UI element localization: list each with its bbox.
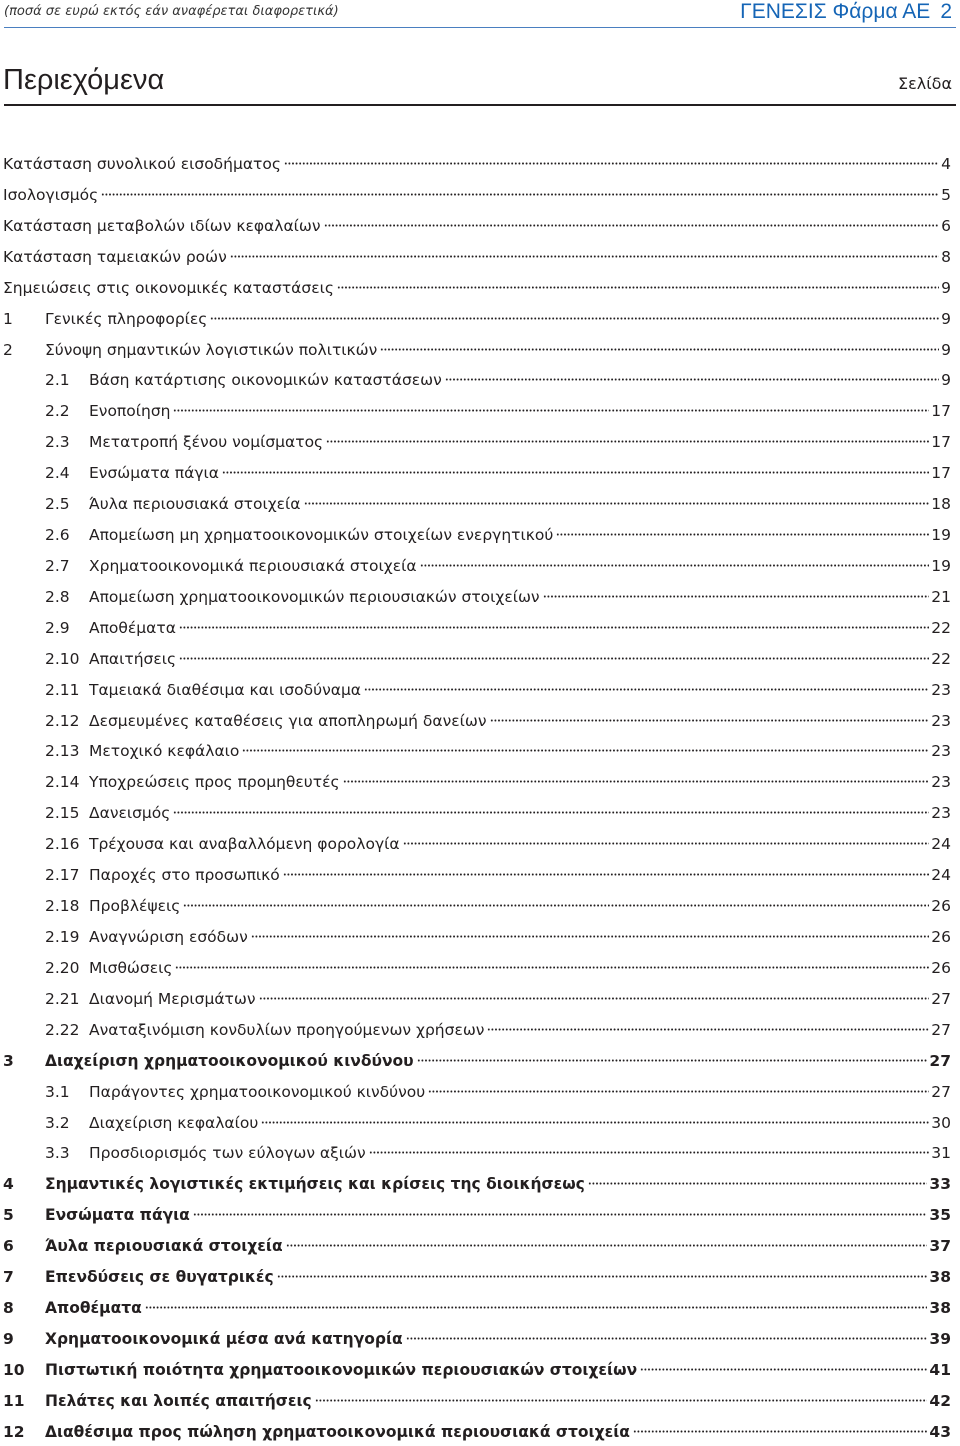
toc-entry-page: 9: [941, 340, 951, 359]
toc-entry-number: 2.4: [45, 464, 70, 483]
toc-entry-number: 2.6: [45, 526, 70, 545]
toc-entry[interactable]: [45, 951, 951, 977]
toc-entry-page: 4: [941, 155, 951, 173]
dot-leader: [283, 858, 929, 880]
toc-entry-page: 38: [929, 1268, 951, 1287]
toc-entry-page: 27: [931, 1082, 951, 1101]
dot-leader: [417, 1044, 928, 1066]
toc-entry-page: 19: [931, 526, 951, 545]
toc-entry-page: 35: [929, 1206, 951, 1225]
toc-entry-title: Βάση κατάρτισης οικονομικών καταστάσεων: [89, 371, 442, 390]
company-name: ΓΕΝΕΣΙΣ Φάρμα ΑΕ: [740, 0, 931, 23]
header-company-name: [740, 0, 952, 24]
toc-entry[interactable]: [3, 1322, 951, 1348]
toc-entry[interactable]: [45, 827, 951, 854]
toc-entry-number: 11: [3, 1391, 25, 1410]
toc-entry-number: 2.13: [45, 742, 80, 761]
toc-entry-title: Προβλέψεις: [89, 897, 181, 916]
toc-entry-title: Διαθέσιμα προς πώληση χρηματοοικονομικά περιουσιακά στοιχεία: [45, 1422, 630, 1441]
toc-entry-title: Κατάσταση συνολικού εισοδήματος: [3, 155, 281, 173]
toc-entry[interactable]: [45, 673, 951, 699]
toc-entry-title: Δεσμευμένες καταθέσεις για αποπληρωμή δανείων: [89, 711, 487, 730]
toc-entry-page: 18: [931, 495, 951, 514]
toc-entry-title: Ενοποίηση: [89, 402, 171, 421]
dot-leader: [543, 580, 930, 602]
toc-entry-page: 27: [931, 989, 951, 1008]
toc-entry-number: 2.21: [45, 989, 80, 1008]
toc-entry[interactable]: [3, 1167, 951, 1194]
toc-entry[interactable]: [45, 704, 951, 730]
toc-entry[interactable]: [3, 1291, 951, 1318]
toc-entry-number: 3.2: [45, 1113, 70, 1132]
toc-entry-title: Παροχές στο προσωπικό: [89, 866, 280, 885]
toc-entry[interactable]: [45, 642, 951, 668]
toc-entry-title: Διαχείριση χρηματοοικονομικού κινδύνου: [45, 1051, 414, 1070]
toc-entry[interactable]: [3, 1384, 951, 1410]
toc-entry-page: 22: [931, 618, 951, 637]
toc-entry-number: 5: [3, 1206, 14, 1225]
toc-entry[interactable]: [45, 549, 951, 575]
toc-entry-page: 23: [931, 742, 951, 761]
toc-entry-title: Τρέχουσα και αναβαλλόμενη φορολογία: [89, 835, 400, 854]
page-column-label: Σελίδα: [898, 74, 952, 93]
toc-entry-title: Κατάσταση μεταβολών ιδίων κεφαλαίων: [3, 216, 321, 235]
dot-leader: [101, 178, 939, 200]
dot-leader: [633, 1415, 928, 1437]
toc-entry[interactable]: [45, 611, 951, 637]
dot-leader: [284, 147, 939, 169]
dot-leader: [230, 240, 939, 262]
toc-entry[interactable]: [45, 394, 951, 421]
toc-entry[interactable]: [45, 456, 951, 483]
toc-entry-title: Ταμειακά διαθέσιμα και ισοδύναμα: [89, 680, 362, 699]
toc-entry-number: 3.1: [45, 1082, 70, 1101]
toc-entry-title: Γενικές πληροφορίες: [45, 309, 208, 328]
toc-entry[interactable]: [45, 425, 951, 452]
toc-entry-number: 2.9: [45, 618, 70, 637]
toc-entry-number: 2.11: [45, 680, 80, 699]
header-divider: [4, 27, 956, 28]
dot-leader: [286, 1229, 928, 1251]
toc-entry-title: Αναταξινόμιση κονδυλίων προηγούμενων χρήσεων: [89, 1020, 485, 1039]
dot-leader: [304, 487, 930, 509]
toc-entry-page: 23: [931, 680, 951, 699]
toc-entry-title: Αποθέματα: [45, 1299, 142, 1318]
toc-entry-number: 7: [3, 1268, 14, 1287]
dot-leader: [261, 1106, 929, 1128]
toc-entry-page: 27: [931, 1020, 951, 1039]
toc-entry-number: 6: [3, 1237, 14, 1256]
toc-entry-page: 17: [931, 433, 951, 452]
toc-entry-title: Πιστωτική ποιότητα χρηματοοικονομικών περιουσιακών στοιχείων: [45, 1360, 638, 1379]
toc-entry[interactable]: [45, 796, 951, 823]
toc-entry[interactable]: [45, 765, 951, 792]
toc-entry[interactable]: [3, 1260, 951, 1287]
dot-leader: [259, 982, 930, 1004]
toc-entry-number: 8: [3, 1299, 14, 1318]
toc-entry[interactable]: [3, 271, 951, 297]
toc-entry[interactable]: [45, 920, 951, 946]
dot-leader: [428, 1075, 929, 1097]
toc-entry-title: Απομείωση χρηματοοικονομικών περιουσιακών στοιχείων: [89, 587, 540, 606]
toc-entry[interactable]: [45, 734, 951, 761]
toc-entry-number: 2: [3, 340, 13, 359]
toc-entry-page: 5: [941, 185, 951, 204]
toc-entry[interactable]: [45, 363, 951, 390]
dot-leader: [406, 1322, 928, 1344]
dot-leader: [640, 1353, 927, 1375]
toc-entry-number: 1: [3, 309, 13, 328]
toc-entry-number: 3.3: [45, 1144, 70, 1163]
toc-entry-number: 2.3: [45, 433, 70, 452]
toc-entry-number: 2.20: [45, 958, 80, 977]
toc-entry-number: 12: [3, 1422, 25, 1441]
toc-entry-title: Απομείωση μη χρηματοοικονομικών στοιχείων ενεργητικού: [89, 526, 554, 545]
toc-entry-title: Ισολογισμός: [3, 185, 99, 204]
toc-entry-page: 33: [929, 1175, 951, 1194]
toc-entry-page: 39: [929, 1329, 951, 1348]
toc-entry-title: Επενδύσεις σε θυγατρικές: [45, 1268, 274, 1287]
toc-entry[interactable]: [45, 858, 951, 885]
toc-entry[interactable]: [45, 518, 951, 545]
toc-entry-title: Απαιτήσεις: [89, 649, 177, 668]
toc-entry-title: Σημειώσεις στις οικονομικές καταστάσεις: [3, 278, 334, 297]
dot-leader: [242, 734, 929, 756]
toc-entry-page: 17: [931, 464, 951, 483]
dot-leader: [420, 549, 930, 571]
toc-entry-number: 2.2: [45, 402, 70, 421]
dot-leader: [193, 1198, 928, 1220]
toc-entry-number: 4: [3, 1175, 14, 1194]
dot-leader: [183, 889, 929, 911]
toc-entry[interactable]: [3, 209, 951, 235]
toc-entry[interactable]: [45, 580, 951, 606]
toc-entry-page: 6: [941, 216, 951, 235]
toc-entry[interactable]: [3, 302, 951, 328]
dot-leader: [179, 642, 929, 664]
dot-leader: [490, 704, 930, 726]
toc-entry[interactable]: [45, 1013, 951, 1039]
header-page-number: 2: [940, 0, 952, 23]
toc-entry-page: 37: [929, 1237, 951, 1256]
toc-entry-title: Αποθέματα: [89, 618, 176, 637]
toc-entry-title: Ενσώματα πάγια: [45, 1206, 190, 1225]
dot-leader: [403, 827, 930, 849]
dot-leader: [556, 518, 929, 540]
title-divider: [4, 104, 956, 106]
dot-leader: [173, 796, 929, 818]
toc-entry-page: 43: [929, 1422, 951, 1441]
toc-entry-number: 2.12: [45, 711, 80, 730]
dot-leader: [369, 1136, 930, 1158]
dot-leader: [343, 765, 930, 787]
toc-entry-title: Παράγοντες χρηματοοικονομικού κινδύνου: [89, 1082, 426, 1101]
toc-entry[interactable]: [45, 1106, 951, 1132]
toc-entry[interactable]: [45, 1075, 951, 1101]
dot-leader: [315, 1384, 928, 1406]
toc-entry-page: 24: [931, 866, 951, 885]
toc-entry-number: 2.14: [45, 773, 80, 792]
toc-entry-page: 38: [929, 1299, 951, 1318]
toc-entry-number: 2.1: [45, 371, 70, 390]
dot-leader: [173, 394, 929, 416]
toc-entry-title: Σημαντικές λογιστικές εκτιμήσεις και κρίσεις της διοικήσεως: [45, 1175, 585, 1194]
toc-entry-page: 30: [931, 1113, 951, 1132]
toc-entry-number: 2.15: [45, 804, 80, 823]
toc-entry-page: 21: [931, 587, 951, 606]
toc-entry-title: Υποχρεώσεις προς προμηθευτές: [89, 773, 340, 792]
dot-leader: [445, 363, 939, 385]
toc-entry-title: Μισθώσεις: [89, 958, 173, 977]
toc-entry-page: 17: [931, 402, 951, 421]
toc-entry-title: Προσδιορισμός των εύλογων αξιών: [89, 1144, 366, 1163]
toc-entry-page: 26: [931, 958, 951, 977]
page-header: [0, 0, 960, 30]
dot-leader: [179, 611, 929, 633]
toc-entry[interactable]: [3, 333, 951, 359]
toc-entry-number: 9: [3, 1329, 14, 1348]
currency-note: (ποσά σε ευρώ εκτός εάν αναφέρεται διαφορετικά): [4, 4, 339, 19]
toc-entry-number: 2.22: [45, 1020, 80, 1039]
toc-entry-number: 3: [3, 1051, 14, 1070]
dot-leader: [337, 271, 939, 293]
toc-entry-number: 2.16: [45, 835, 80, 854]
toc-entry-title: Μετατροπή ξένου νομίσματος: [89, 433, 324, 452]
toc-entry-number: 2.10: [45, 649, 80, 668]
toc-entry[interactable]: [3, 1353, 951, 1379]
toc-entry-page: 8: [941, 247, 951, 266]
toc-entry-number: 2.17: [45, 866, 80, 885]
toc-entry[interactable]: [3, 240, 951, 266]
toc-entry-number: 2.18: [45, 897, 80, 916]
toc-entry-number: 10: [3, 1360, 25, 1379]
dot-leader: [380, 333, 939, 355]
toc-entry[interactable]: [3, 1415, 951, 1441]
toc-entry[interactable]: [45, 1136, 951, 1163]
toc-entry-title: Σύνοψη σημαντικών λογιστικών πολιτικών: [45, 340, 378, 359]
toc-entry-page: 26: [931, 897, 951, 916]
toc-entry-title: Πελάτες και λοιπές απαιτήσεις: [45, 1391, 312, 1410]
toc-entry-title: Άυλα περιουσιακά στοιχεία: [89, 495, 301, 514]
toc-entry-page: 26: [931, 928, 951, 946]
toc-entry-number: 2.8: [45, 587, 70, 606]
toc-entry-title: Διαχείριση κεφαλαίου: [89, 1113, 259, 1132]
dot-leader: [324, 209, 940, 231]
toc-entry[interactable]: [45, 889, 951, 916]
toc-entry-page: 27: [929, 1051, 951, 1070]
toc-entry-title: Μετοχικό κεφάλαιο: [89, 742, 240, 761]
toc-entry-title: Χρηματοοικονομικά μέσα ανά κατηγορία: [45, 1329, 403, 1348]
toc-entry-title: Άυλα περιουσιακά στοιχεία: [45, 1237, 283, 1256]
dot-leader: [175, 951, 929, 973]
toc-entry-page: 31: [931, 1144, 951, 1163]
toc-entry-page: 23: [931, 804, 951, 823]
toc-entry-title: Κατάσταση ταμειακών ροών: [3, 247, 227, 266]
dot-leader: [222, 456, 929, 478]
dot-leader: [326, 425, 929, 447]
toc-entry-title: Δανεισμός: [89, 804, 171, 823]
toc-entry-title: Χρηματοοικονομικά περιουσιακά στοιχεία: [89, 556, 417, 575]
toc-entry[interactable]: [3, 147, 951, 173]
dot-leader: [145, 1291, 928, 1313]
toc-entry-page: 22: [931, 649, 951, 668]
dot-leader: [487, 1013, 929, 1035]
dot-leader: [251, 920, 930, 942]
dot-leader: [588, 1167, 928, 1189]
toc-entry-page: 9: [941, 278, 951, 297]
toc-entry[interactable]: [45, 487, 951, 514]
toc-entry-page: 41: [929, 1360, 951, 1379]
toc-entry-page: 9: [941, 309, 951, 328]
toc-entry[interactable]: [3, 1198, 951, 1225]
toc-entry-page: 19: [931, 556, 951, 575]
toc-entry-number: 2.5: [45, 495, 70, 514]
toc-entry-number: 2.7: [45, 556, 70, 575]
toc-entry-page: 9: [941, 371, 951, 390]
toc-entry-number: 2.19: [45, 928, 80, 946]
toc-entry-title: Διανομή Μερισμάτων: [89, 989, 256, 1008]
dot-leader: [210, 302, 939, 324]
toc-entry[interactable]: [3, 178, 951, 204]
toc-entry-page: 42: [929, 1391, 951, 1410]
dot-leader: [364, 673, 929, 695]
toc-entry[interactable]: [3, 1229, 951, 1256]
toc-entry-page: 24: [931, 835, 951, 854]
toc-entry[interactable]: [45, 982, 951, 1008]
dot-leader: [277, 1260, 928, 1282]
toc-entry[interactable]: [3, 1044, 951, 1070]
toc-entry-title: Ενσώματα πάγια: [89, 464, 219, 483]
page-title: Περιεχόμενα: [3, 64, 165, 96]
toc-entry-page: 23: [931, 773, 951, 792]
toc-entry-title: Αναγνώριση εσόδων: [89, 928, 248, 946]
toc-entry-page: 23: [931, 711, 951, 730]
